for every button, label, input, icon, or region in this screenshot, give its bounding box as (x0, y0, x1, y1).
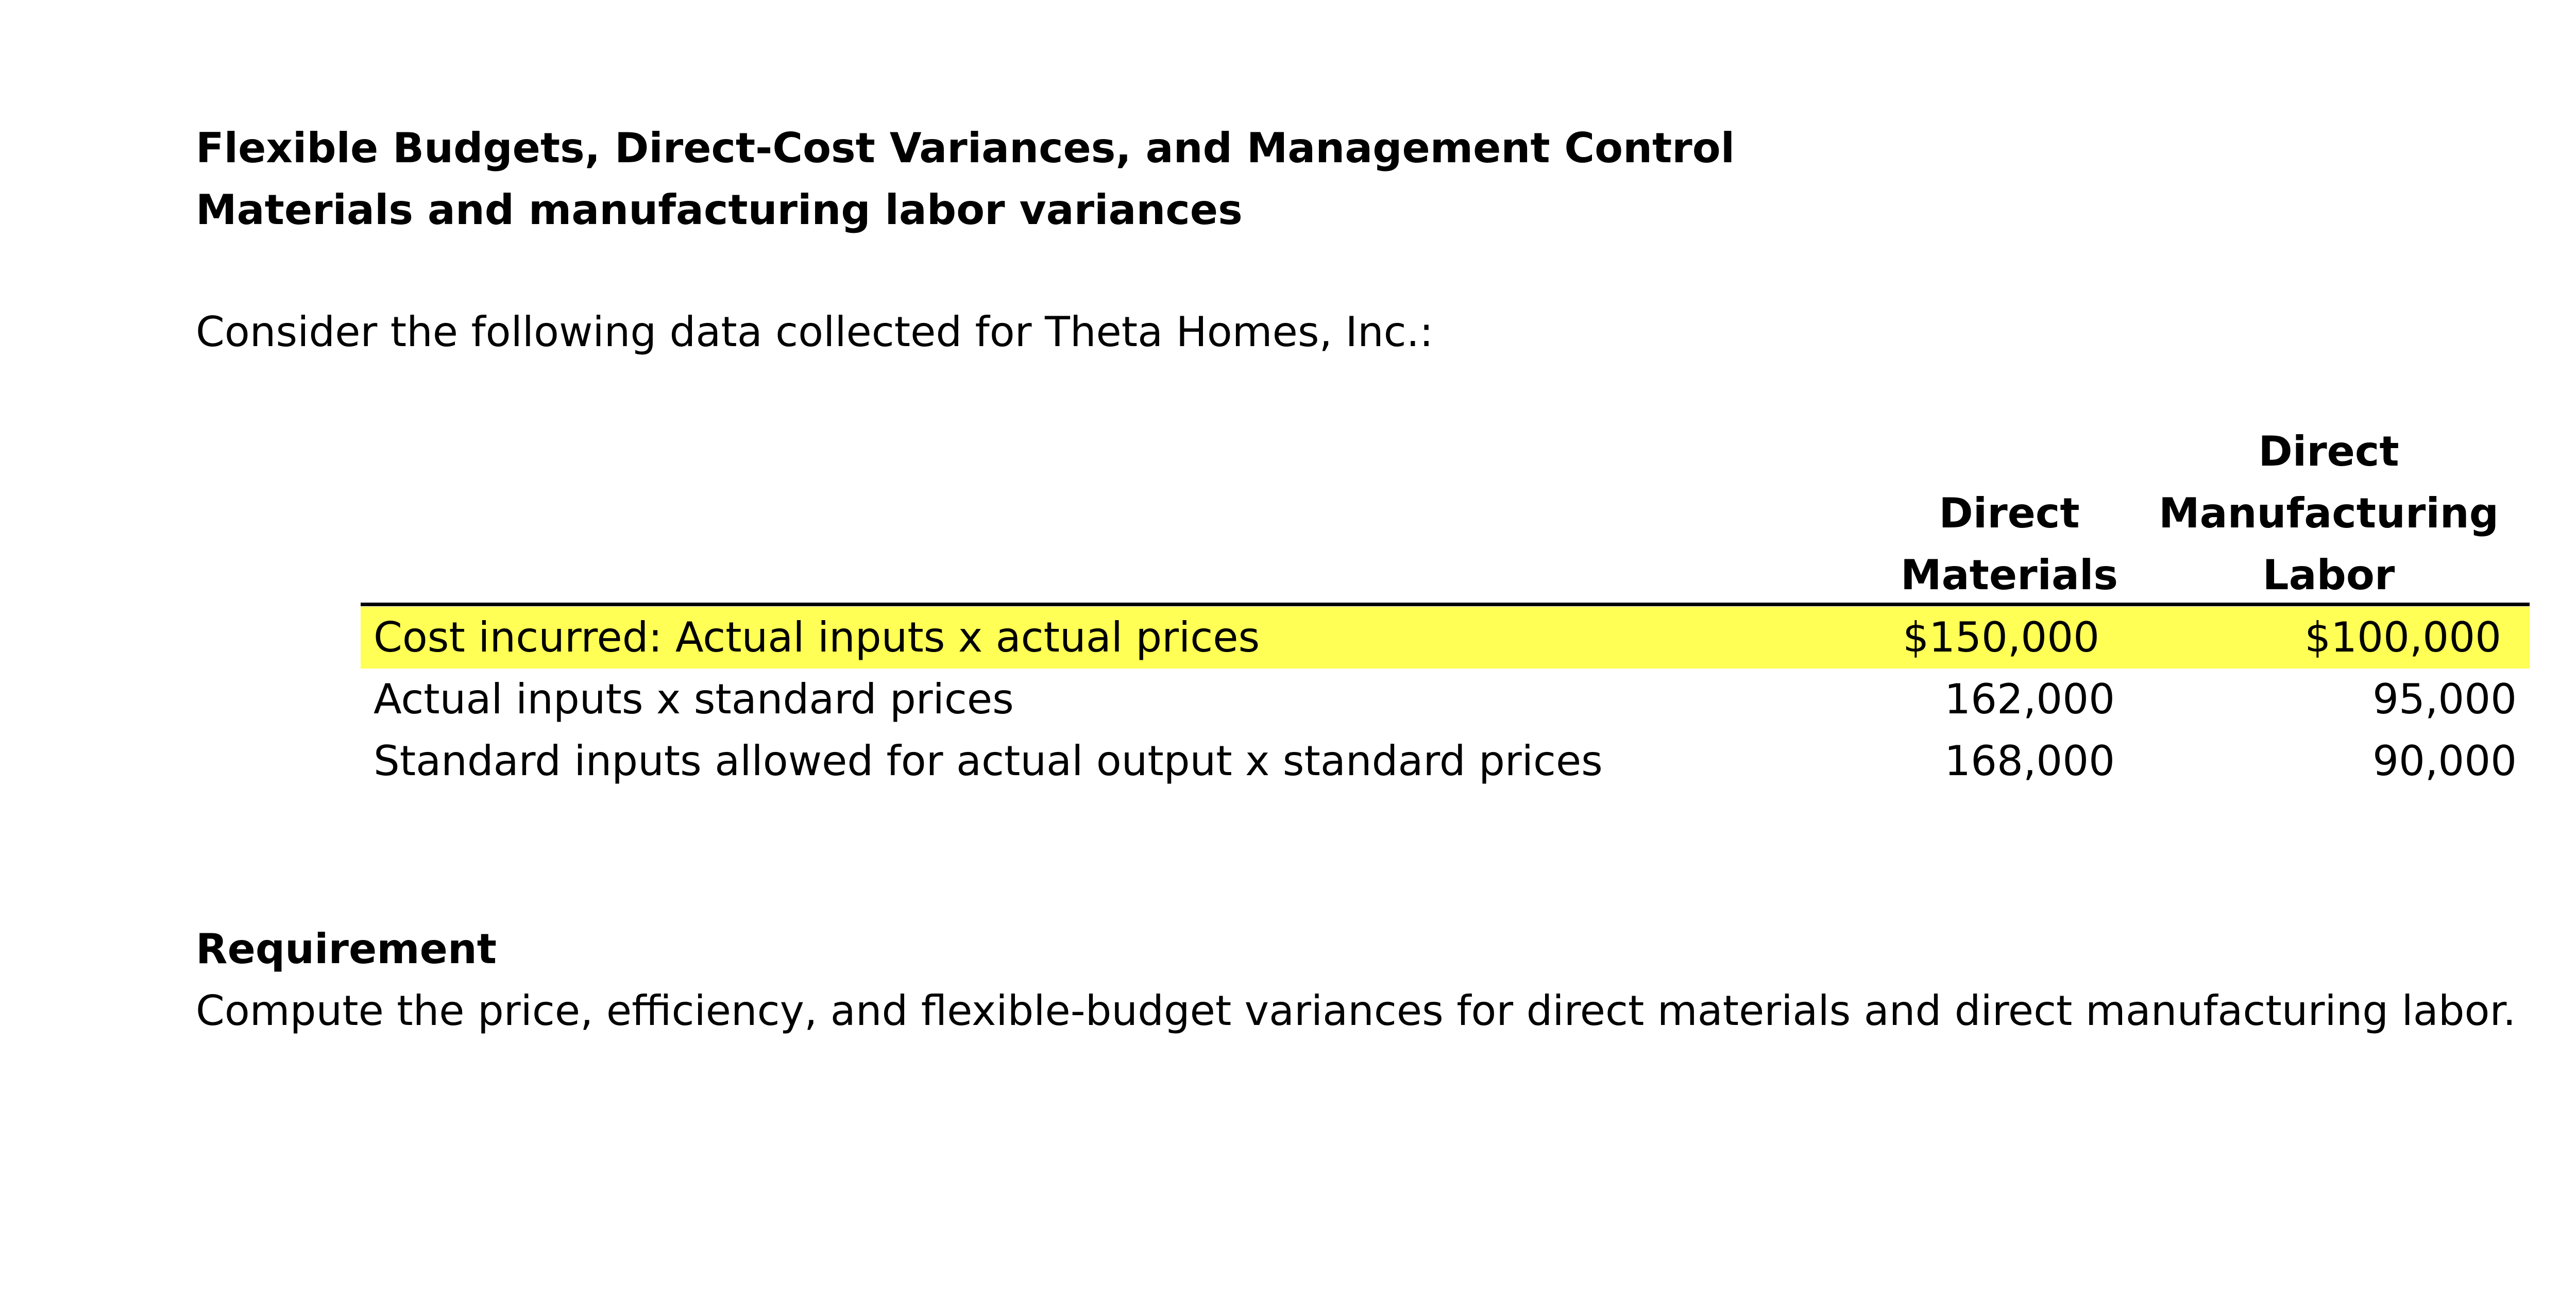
header-line: Materials (1901, 551, 2118, 599)
table-row-actual-inputs-standard-prices (361, 669, 2530, 730)
direct-labor-value: $100,000 (2304, 613, 2501, 661)
header-line: Manufacturing (2159, 489, 2499, 537)
column-header-direct-manufacturing-labor (2159, 421, 2499, 606)
document-title: Flexible Budgets, Direct-Cost Variances, and Management Control (196, 124, 1735, 172)
header-line: Direct (2258, 427, 2399, 475)
header-line: Labor (2262, 551, 2395, 599)
direct-labor-value: 95,000 (2372, 675, 2517, 723)
header-rule (361, 603, 2530, 606)
direct-materials-value: 168,000 (1944, 737, 2115, 785)
intro-text: Consider the following data collected for Theta Homes, Inc.: (196, 308, 1434, 356)
table-row-standard-inputs-standard-prices (361, 730, 2530, 792)
requirement-text: Compute the price, efficiency, and flexible-budget variances for direct materials and direct manufacturing labor. (196, 987, 2516, 1035)
table-row-cost-incurred (361, 607, 2530, 669)
row-label: Cost incurred: Actual inputs x actual prices (374, 613, 1260, 661)
direct-materials-value: 162,000 (1944, 675, 2115, 723)
column-header-direct-materials (1834, 483, 2184, 606)
direct-labor-value: 90,000 (2372, 737, 2517, 785)
header-line: Direct (1939, 489, 2080, 537)
direct-materials-value: $150,000 (1903, 613, 2099, 661)
requirement-heading: Requirement (196, 925, 497, 973)
document-subtitle: Materials and manufacturing labor variances (196, 186, 1243, 234)
row-label: Standard inputs allowed for actual output x standard prices (374, 737, 1603, 785)
row-label: Actual inputs x standard prices (374, 675, 1014, 723)
